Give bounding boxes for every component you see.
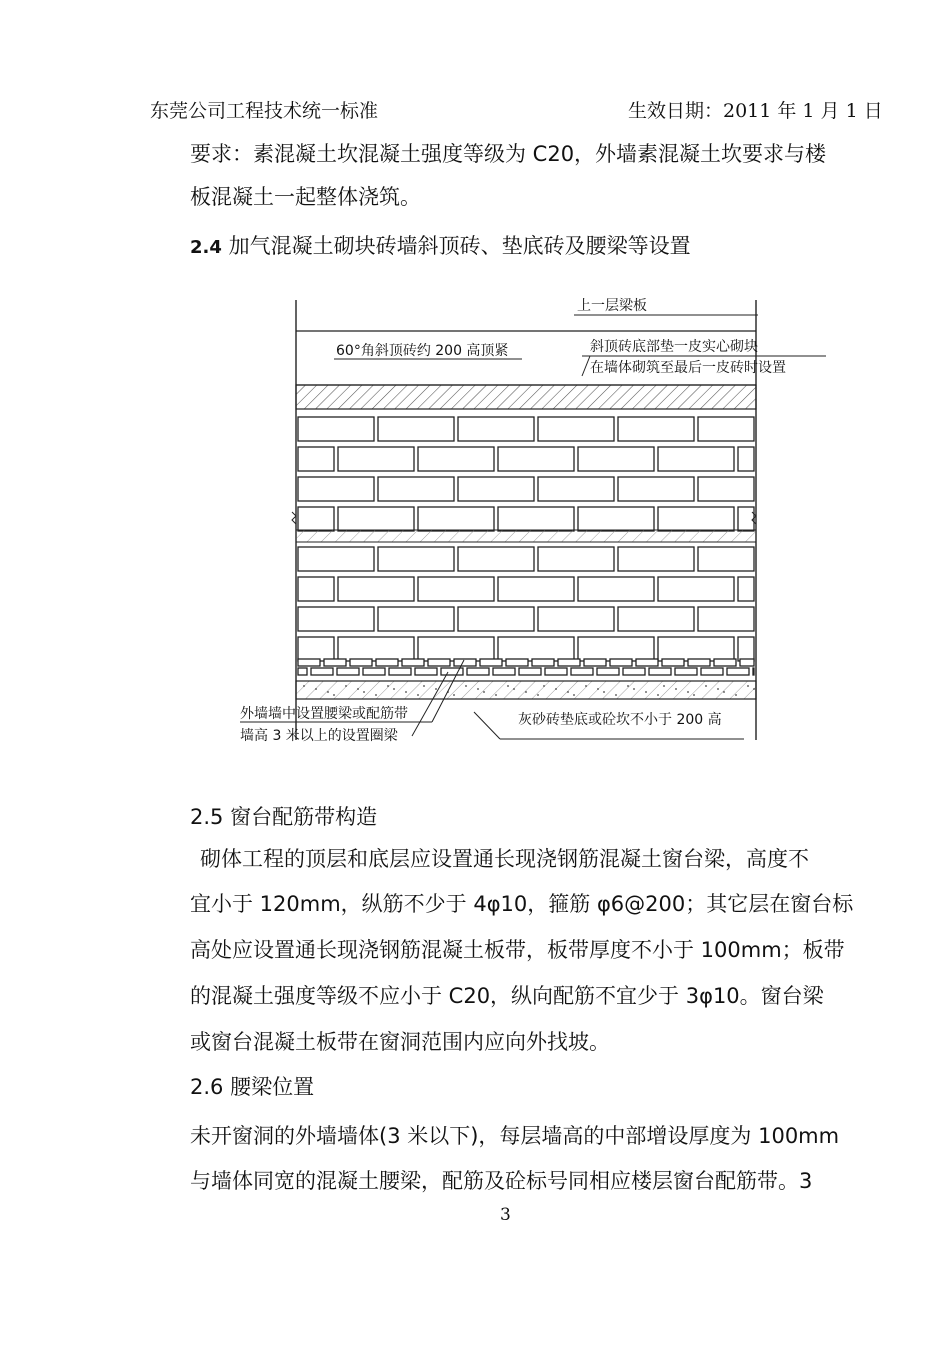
section-2-5-line-5: 或窗台混凝土板带在窗洞范围内应向外找坡。 (190, 1030, 610, 1054)
block-brick (498, 507, 574, 531)
aggregate-dot (597, 688, 599, 690)
solid-block (636, 659, 658, 666)
section-2-5-line-1: 砌体工程的顶层和底层应设置通长现浇钢筋混凝土窗台梁，高度不 (200, 847, 809, 871)
solid-block (506, 659, 528, 666)
concrete-base-curb (296, 681, 756, 699)
block-brick (658, 507, 734, 531)
aggregate-dot (327, 691, 329, 693)
aggregate-dot (435, 688, 437, 690)
aggregate-dot (723, 691, 725, 693)
header-standard-title: 东莞公司工程技术统一标准 (150, 100, 379, 122)
solid-block (324, 659, 346, 666)
label-sloped-brick: 60°角斜顶砖约 200 高顶紧 (336, 343, 509, 359)
aggregate-dot (465, 685, 467, 687)
solid-block (415, 668, 437, 675)
aggregate-dot (687, 691, 689, 693)
solid-block (454, 659, 476, 666)
aggregate-dot (357, 688, 359, 690)
section-2-5-line-4: 的混凝土强度等级不应小于 C20，纵向配筋不宜少于 3φ10。窗台梁 (190, 984, 824, 1008)
solid-block (376, 659, 398, 666)
block-brick (578, 447, 654, 471)
solid-block (701, 668, 723, 675)
block-brick (298, 447, 334, 471)
aggregate-dot (717, 688, 719, 690)
solid-block (519, 668, 541, 675)
section-2-5-title: 2.5 窗台配筋带构造 (190, 805, 378, 829)
block-brick (738, 637, 754, 661)
sloped-top-brick-band (296, 385, 756, 409)
aggregate-dot (537, 694, 539, 696)
block-brick (298, 577, 334, 601)
solid-block (298, 659, 320, 666)
solid-block (623, 668, 645, 675)
aggregate-dot (657, 694, 659, 696)
block-brick (418, 447, 494, 471)
aggregate-dot (555, 688, 557, 690)
block-brick (298, 507, 334, 531)
block-brick (418, 507, 494, 531)
aggregate-dot (333, 694, 335, 696)
aggregate-dot (633, 688, 635, 690)
aggregate-dot (645, 691, 647, 693)
aggregate-dot (543, 685, 545, 687)
intro-line-1: 要求：素混凝土坎混凝土强度等级为 C20，外墙素混凝土坎要求与楼 (190, 142, 827, 166)
aggregate-dot (507, 685, 509, 687)
block-brick (538, 607, 614, 631)
aggregate-dot (483, 691, 485, 693)
block-brick (498, 447, 574, 471)
block-brick (298, 637, 334, 661)
block-brick (538, 417, 614, 441)
block-brick (298, 547, 374, 571)
aggregate-dot (705, 685, 707, 687)
aggregate-dot (747, 685, 749, 687)
block-brick (378, 477, 454, 501)
block-brick (338, 637, 414, 661)
block-brick (658, 577, 734, 601)
solid-block (571, 668, 593, 675)
aggregate-dot (573, 694, 575, 696)
lower-brick-courses (298, 547, 754, 661)
block-brick (738, 507, 754, 531)
block-brick (498, 637, 574, 661)
aggregate-dot (477, 688, 479, 690)
block-brick (378, 607, 454, 631)
waist-beam-band (296, 530, 756, 542)
block-brick (698, 547, 754, 571)
block-brick (458, 547, 534, 571)
block-brick (418, 577, 494, 601)
aggregate-dot (513, 688, 515, 690)
section-2-4-number: 2.4 (190, 237, 222, 258)
aggregate-dot (735, 694, 737, 696)
label-pad-block-1: 斜顶砖底部垫一皮实心砌块 (590, 339, 758, 355)
aggregate-dot (417, 694, 419, 696)
block-brick (618, 477, 694, 501)
solid-block (597, 668, 619, 675)
block-brick (658, 637, 734, 661)
aggregate-dot (363, 691, 365, 693)
aggregate-dot (405, 691, 407, 693)
page-number: 3 (500, 1205, 511, 1225)
solid-block (532, 659, 554, 666)
block-brick (738, 447, 754, 471)
solid-block (727, 668, 749, 675)
block-brick (418, 637, 494, 661)
block-brick (458, 477, 534, 501)
solid-block (337, 668, 359, 675)
block-brick (618, 417, 694, 441)
block-brick (458, 607, 534, 631)
aggregate-dot (303, 685, 305, 687)
solid-block (402, 659, 424, 666)
block-brick (658, 447, 734, 471)
label-waist-beam-2: 墙高 3 米以上的设置圈梁 (240, 728, 398, 744)
aggregate-dot (387, 685, 389, 687)
block-brick (298, 417, 374, 441)
solid-block (740, 659, 754, 666)
block-brick (578, 637, 654, 661)
block-brick (338, 577, 414, 601)
section-2-6-line-2: 与墙体同宽的混凝土腰梁，配筋及砼标号同相应楼层窗台配筋带。3 (190, 1169, 813, 1193)
solid-block (558, 659, 580, 666)
aggregate-dot (525, 691, 527, 693)
solid-block (714, 659, 736, 666)
block-brick (738, 577, 754, 601)
block-brick (338, 447, 414, 471)
section-2-5-line-2: 宜小于 120mm，纵筋不少于 4φ10，箍筋 φ6@200；其它层在窗台标 (190, 892, 854, 916)
solid-block (350, 659, 372, 666)
aggregate-dot (375, 694, 377, 696)
aggregate-dot (567, 691, 569, 693)
block-brick (578, 577, 654, 601)
label-pad-block-2: 在墙体砌筑至最后一皮砖时设置 (590, 360, 786, 376)
section-2-4-title: 加气混凝土砌块砖墙斜顶砖、垫底砖及腰梁等设置 (228, 234, 691, 258)
block-brick (618, 547, 694, 571)
block-brick (698, 417, 754, 441)
upper-brick-courses (298, 417, 754, 531)
solid-block (298, 668, 307, 675)
aggregate-dot (693, 694, 695, 696)
aggregate-dot (675, 688, 677, 690)
solid-block (467, 668, 489, 675)
label-upper-slab: 上一层梁板 (577, 298, 647, 314)
section-2-6-title: 2.6 腰梁位置 (190, 1075, 315, 1099)
block-brick (378, 547, 454, 571)
block-brick (698, 607, 754, 631)
block-brick (458, 417, 534, 441)
solid-block (675, 668, 697, 675)
solid-block (688, 659, 710, 666)
block-brick (378, 417, 454, 441)
block-brick (538, 547, 614, 571)
block-brick (698, 477, 754, 501)
solid-block (363, 668, 385, 675)
aggregate-dot (393, 688, 395, 690)
section-2-6-line-1: 未开窗洞的外墙墙体(3 米以下)，每层墙高的中部增设厚度为 100mm (190, 1124, 840, 1148)
block-brick (298, 607, 374, 631)
solid-block (584, 659, 606, 666)
block-brick (298, 477, 374, 501)
solid-block (662, 659, 684, 666)
aggregate-dot (603, 691, 605, 693)
aggregate-dot (753, 688, 755, 690)
label-base-curb: 灰砂砖垫底或砼坎不小于 200 高 (518, 712, 722, 728)
solid-block (545, 668, 567, 675)
solid-block (753, 668, 754, 675)
aggregate-dot (453, 694, 455, 696)
solid-block (649, 668, 671, 675)
block-brick (498, 577, 574, 601)
aggregate-dot (615, 694, 617, 696)
aggregate-dot (315, 688, 317, 690)
aggregate-dot (495, 694, 497, 696)
solid-block (389, 668, 411, 675)
label-waist-beam-1: 外墙墙中设置腰梁或配筋带 (240, 706, 408, 722)
solid-block (480, 659, 502, 666)
block-brick (578, 507, 654, 531)
block-brick (618, 607, 694, 631)
section-2-5-line-3: 高处应设置通长现浇钢筋混凝土板带，板带厚度不小于 100mm；板带 (190, 938, 845, 962)
solid-block (610, 659, 632, 666)
aggregate-dot (423, 685, 425, 687)
block-brick (538, 477, 614, 501)
block-brick (338, 507, 414, 531)
intro-line-2: 板混凝土一起整体浇筑。 (190, 185, 421, 209)
solid-block (493, 668, 515, 675)
aggregate-dot (345, 685, 347, 687)
solid-block (311, 668, 333, 675)
aggregate-dot (627, 685, 629, 687)
header-effective-date: 生效日期：2011 年 1 月 1 日 (628, 100, 883, 122)
aggregate-dot (663, 685, 665, 687)
solid-block (428, 659, 450, 666)
aggregate-dot (585, 685, 587, 687)
